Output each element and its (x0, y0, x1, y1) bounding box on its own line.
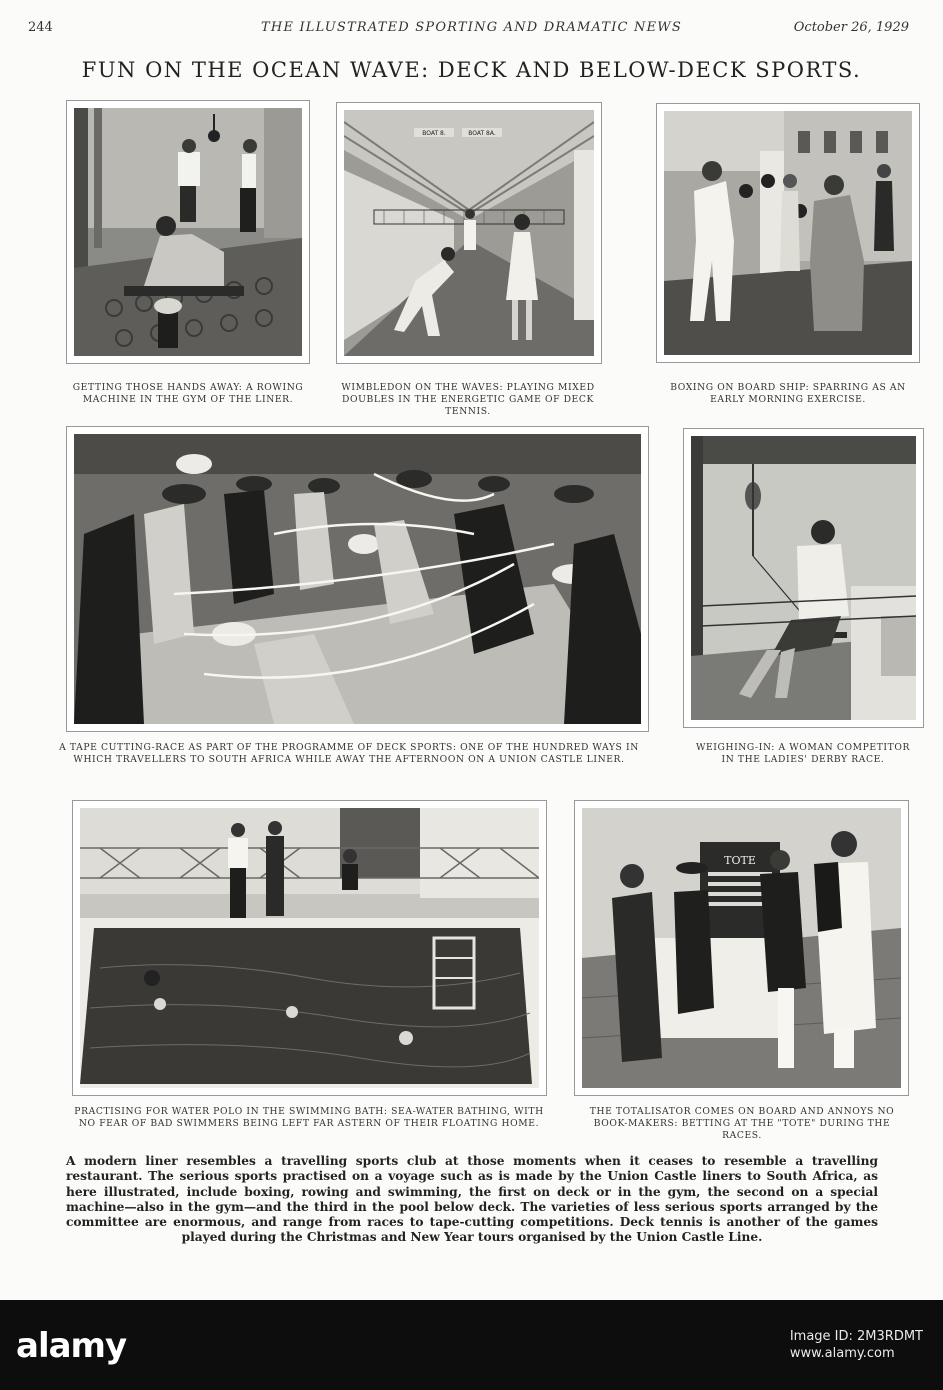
photo-water-polo (72, 800, 547, 1096)
boxing-image (664, 111, 912, 355)
stock-meta (790, 1328, 923, 1362)
tape-race-image (74, 434, 641, 724)
photo-rowing-machine (66, 100, 310, 364)
page-headline: FUN ON THE OCEAN WAVE: DECK AND BELOW-DECK SPORTS. (81, 58, 862, 82)
photo-boxing (656, 103, 920, 363)
weighing-in-image (691, 436, 916, 720)
running-head (0, 20, 943, 40)
image-id-line: Image ID: 2M3RDMT (789, 1329, 923, 1344)
photo-weighing-in (683, 428, 924, 728)
caption-totalisator: THE TOTALISATOR COMES ON BOARD AND ANNOYS NO BOOK-MAKERS: BETTING AT THE "TOTE" DURING THE RACES. (589, 1106, 895, 1141)
caption-boxing: BOXING ON BOARD SHIP: SPARRING AS AN EARLY MORNING EXERCISE. (670, 382, 906, 405)
rowing-machine-image (74, 108, 302, 356)
caption-weighing-in: WEIGHING-IN: A WOMAN COMPETITOR IN THE LADIES' DERBY RACE. (695, 742, 911, 765)
url-line: www.alamy.com (789, 1346, 895, 1361)
tote-sign: TOTE (724, 854, 756, 867)
deck-tennis-image (344, 110, 594, 356)
issue-date: October 26, 1929 (793, 20, 909, 35)
publication-title: THE ILLUSTRATED SPORTING AND DRAMATIC NEWS (261, 20, 682, 35)
article-body-text: A modern liner resembles a travelling sports club at those moments when it ceases to resemble a travelling restaurant. The serious sports practised on a voyage such as is made by the Union Castle liners to South Africa, as here illustrated, include boxing, rowing and swimming, the first on deck or in the gym, the second on a special machine—also in the gym—and the third in the pool below deck. The varieties of less serious sports arranged by the committee are enormous, and range from races to tape-cutting competitions. Deck tennis is another of the games played during the Christmas and New Year tours organised by the Union Castle Line. (66, 1154, 878, 1245)
boat-sign-2: BOAT 8A. (468, 130, 496, 137)
caption-tape-race: A TAPE CUTTING-RACE AS PART OF THE PROGRAMME OF DECK SPORTS: ONE OF THE HUNDRED WAYS IN WHICH TRAVELLERS TO SOUTH AFRICA WHILE AWAY THE AFTERNOON ON A UNION CASTLE LINER. (59, 742, 639, 765)
photo-totalisator (574, 800, 909, 1096)
boat-sign-1: BOAT 8. (422, 130, 446, 137)
caption-deck-tennis: WIMBLEDON ON THE WAVES: PLAYING MIXED DOUBLES IN THE ENERGETIC GAME OF DECK TENNIS. (341, 382, 595, 417)
totalisator-image (582, 808, 901, 1088)
page-number: 244 (28, 20, 53, 35)
photo-deck-tennis (336, 102, 602, 364)
photo-tape-race (66, 426, 649, 732)
caption-water-polo: PRACTISING FOR WATER POLO IN THE SWIMMING BATH: SEA-WATER BATHING, WITH NO FEAR OF BAD SWIMMERS BEING LEFT FAR ASTERN OF THEIR FLOATING HOME. (74, 1106, 544, 1129)
water-polo-image (80, 808, 539, 1088)
stock-brand-logo: alamy (16, 1326, 127, 1366)
stock-footer (0, 1300, 943, 1390)
caption-rowing: GETTING THOSE HANDS AWAY: A ROWING MACHINE IN THE GYM OF THE LINER. (72, 382, 304, 405)
